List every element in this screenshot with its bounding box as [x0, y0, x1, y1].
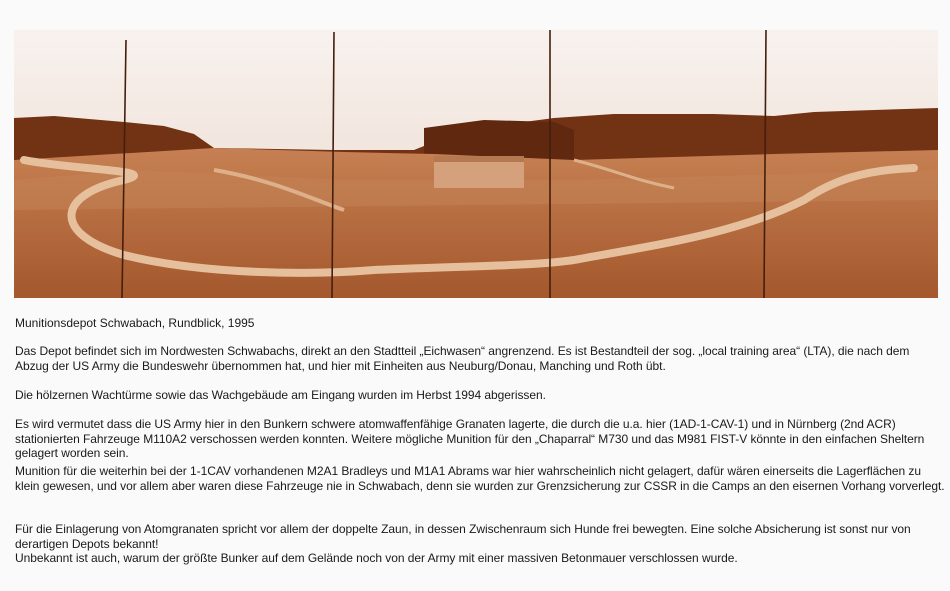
panorama-photo — [14, 30, 938, 298]
paragraph-munitions: Es wird vermutet dass die US Army hier in den Bunkern schwere atomwaffenfähige Granaten lagerte, die durch die u.a. hier (1AD-1-CAV-1) und in Nürnberg (2nd ACR) stationierten Fahrzeuge M110A2 verschossen werden konnten. Weitere mögliche Munition für den „Chaparral“ M730 und das M981 FIST-V könnte in den einfachen Sheltern gelagert worden sein. — [15, 417, 925, 461]
photo-caption: Munitionsdepot Schwabach, Rundblick, 1995 — [15, 316, 255, 330]
paragraph-fence: Für die Einlagerung von Atomgranaten spricht vor allem der doppelte Zaun, in dessen Zwischenraum sich Hunde frei bewegten. Eine solche Absicherung ist sonst nur von derartigen Depots bekannt! — [15, 522, 911, 551]
paragraph-watchtowers: Die hölzernen Wachtürme sowie das Wachgebäude am Eingang wurden im Herbst 1994 abgerissen. — [15, 388, 546, 402]
panorama-image — [14, 30, 938, 298]
paragraph-bunker: Unbekannt ist auch, warum der größte Bunker auf dem Gelände noch von der Army mit einer massiven Betonmauer verschlossen wurde. — [15, 551, 738, 565]
paragraph-vehicles: Munition für die weiterhin bei der 1-1CAV vorhandenen M2A1 Bradleys und M1A1 Abrams war hier wahrscheinlich nicht gelagert, dafür wären einerseits die Lagerflächen zu klein gewesen, und vor allem aber waren diese Fahrzeuge nie in Schwabach, denn sie wurden zur Grenzsicherung zur CSSR in die Camps an den eisernen Vorhang vorverlegt. — [15, 464, 945, 493]
paragraph-location: Das Depot befindet sich im Nordwesten Schwabachs, direkt an den Stadtteil „Eichwasen“ angrenzend. Es ist Bestandteil der sog. „local training area“ (LTA), die nach dem Abzug der US Army die Bundeswehr übernommen hat, und hier mit Einheiten aus Neuburg/Donau, Manching und Roth übt. — [15, 344, 910, 373]
